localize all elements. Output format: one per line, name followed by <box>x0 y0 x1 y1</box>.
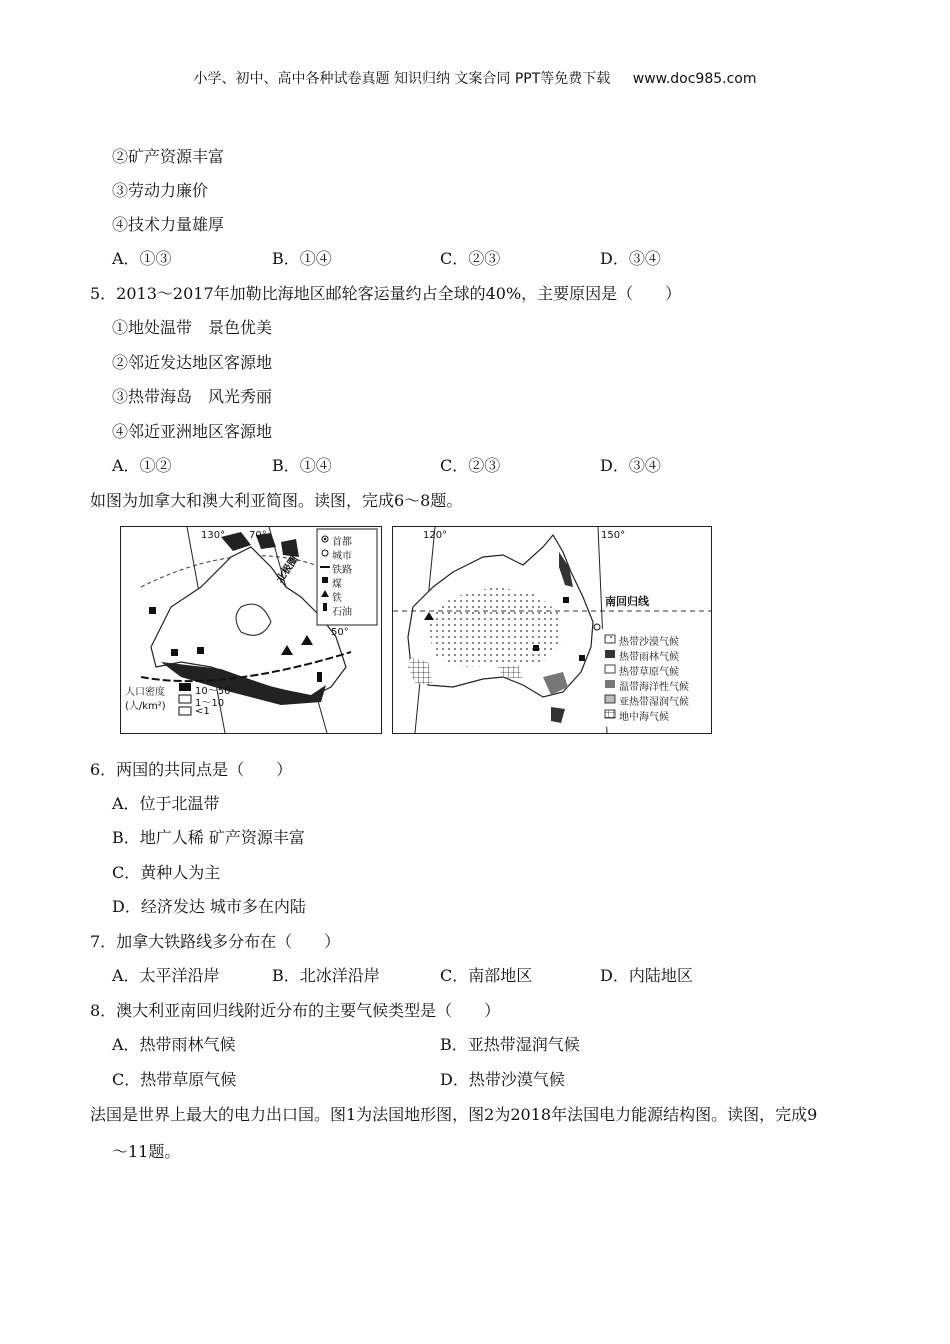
tropic-label: 南回归线 <box>605 595 649 608</box>
q4-option-c: C．②③ <box>440 249 501 268</box>
canada-legend-iron: 铁 <box>332 593 342 604</box>
canada-map <box>120 526 382 734</box>
q8-option-d: D．热带沙漠气候 <box>440 1070 565 1089</box>
canada-legend-capital: 首都 <box>332 537 352 548</box>
q4-option-a: A．①③ <box>112 249 172 268</box>
aus-legend-temperate-maritime: 温带海洋性气候 <box>619 682 689 693</box>
aus-legend-mediterranean: 地中海气候 <box>619 712 669 723</box>
density-level-1: 10～50 <box>195 686 231 697</box>
q4-item-3: ③劳动力廉价 <box>112 181 209 200</box>
intro-6-8: 如图为加拿大和澳大利亚简图。读图，完成6～8题。 <box>90 491 463 510</box>
aus-lon-120: 120° <box>423 530 448 541</box>
q6-stem: 6．两国的共同点是（ ） <box>90 760 293 779</box>
density-title: 人口密度 <box>125 687 165 698</box>
arctic-circle-label: 北极圈 <box>274 554 301 586</box>
maps-figure <box>120 526 712 732</box>
aus-lon-150: 150° <box>601 530 626 541</box>
australia-map <box>392 526 712 734</box>
q8-option-b: B．亚热带湿润气候 <box>440 1035 580 1054</box>
intro-9-11-line2: ～11题。 <box>112 1142 181 1161</box>
canada-lon-50: 50° <box>331 627 349 638</box>
density-unit: (人/km²) <box>125 701 166 712</box>
q8-option-c: C．热带草原气候 <box>112 1070 237 1089</box>
q5-item-3: ③热带海岛 风光秀丽 <box>112 387 273 406</box>
q6-option-d: D．经济发达 城市多在内陆 <box>112 897 306 916</box>
canada-lon-130: 130° <box>201 530 226 541</box>
q5-option-d: D．③④ <box>600 456 661 475</box>
q5-item-2: ②邻近发达地区客源地 <box>112 353 273 372</box>
intro-9-11-line1: 法国是世界上最大的电力出口国。图1为法国地形图，图2为2018年法国电力能源结构图。读图，完成9 <box>90 1105 818 1124</box>
q5-option-c: C．②③ <box>440 456 501 475</box>
q7-option-b: B．北冰洋沿岸 <box>272 966 380 985</box>
q8-option-a: A．热带雨林气候 <box>112 1035 236 1054</box>
q8-stem: 8．澳大利亚南回归线附近分布的主要气候类型是（ ） <box>90 1001 501 1020</box>
q4-item-4: ④技术力量雄厚 <box>112 215 225 234</box>
canada-legend-oil: 石油 <box>332 607 352 618</box>
q5-option-a: A．①② <box>112 456 172 475</box>
q7-option-c: C．南部地区 <box>440 966 533 985</box>
aus-legend-subtropical-humid: 亚热带湿润气候 <box>619 697 689 708</box>
q4-option-b: B．①④ <box>272 249 332 268</box>
q7-stem: 7．加拿大铁路线多分布在（ ） <box>90 932 341 951</box>
header-url[interactable]: www.doc985.com <box>632 71 757 87</box>
aus-legend-savanna: 热带草原气候 <box>619 667 679 678</box>
q5-option-b: B．①④ <box>272 456 332 475</box>
q4-option-d: D．③④ <box>600 249 661 268</box>
canada-legend-railway: 铁路 <box>332 565 352 576</box>
density-level-2: 1～10 <box>195 698 225 709</box>
canada-lon-70: 70° <box>249 530 267 541</box>
density-level-3: <1 <box>195 706 210 717</box>
q6-option-a: A．位于北温带 <box>112 794 220 813</box>
q7-option-a: A．太平洋沿岸 <box>112 966 220 985</box>
canada-legend-city: 城市 <box>332 551 352 562</box>
q5-item-4: ④邻近亚洲地区客源地 <box>112 422 273 441</box>
aus-legend-rainforest: 热带雨林气候 <box>619 652 679 663</box>
page-header <box>0 68 950 88</box>
q5-item-1: ①地处温带 景色优美 <box>112 318 273 337</box>
q5-stem: 5．2013～2017年加勒比海地区邮轮客运量约占全球的40%，主要原因是（ ） <box>90 284 682 303</box>
q7-option-d: D．内陆地区 <box>600 966 693 985</box>
q6-option-b: B．地广人稀 矿产资源丰富 <box>112 828 305 847</box>
canada-legend-coal: 煤 <box>332 579 342 590</box>
aus-legend-desert: 热带沙漠气候 <box>619 637 679 648</box>
q6-option-c: C．黄种人为主 <box>112 863 221 882</box>
q4-item-2: ②矿产资源丰富 <box>112 147 225 166</box>
header-text: 小学、初中、高中各种试卷真题 知识归纳 文案合同 PPT等免费下载 <box>193 71 611 87</box>
